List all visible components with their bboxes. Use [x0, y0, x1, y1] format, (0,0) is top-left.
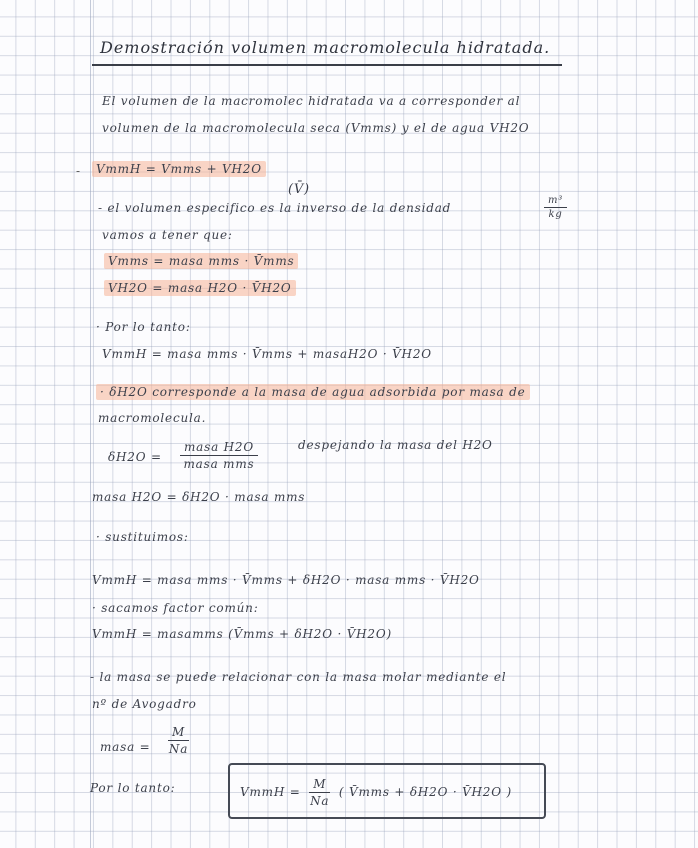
delta-fraction	[180, 440, 258, 471]
delta-lhs: δH2O =	[108, 450, 162, 464]
page-title: Demostración volumen macromolecula hidratada.	[100, 38, 551, 57]
text-line-9: · sacamos factor común:	[92, 601, 259, 615]
final-lhs: VmmH =	[240, 785, 301, 799]
text-line-11: nº de Avogadro	[92, 697, 197, 711]
fraction-denominator: Na	[310, 794, 330, 808]
mass-lhs: masa =	[100, 740, 151, 754]
equation-vmmh	[92, 162, 266, 176]
text-line-1: El volumen de la macromolec hidratada va a corresponder al	[102, 94, 521, 108]
text-line-5: · Por lo tanto:	[96, 320, 191, 334]
equation-vmms	[104, 254, 298, 268]
fraction-denominator: masa mms	[183, 457, 255, 471]
final-rhs: ( V̄mms + δH2O · V̄H2O )	[338, 785, 512, 799]
mass-fraction	[168, 725, 189, 756]
highlighted-equation: VmmH = Vmms + VH2O	[92, 161, 266, 177]
fraction-numerator: M	[309, 777, 330, 793]
fraction-numerator: masa H2O	[180, 440, 258, 456]
text-line-12: Por lo tanto:	[90, 781, 176, 795]
equation-mass-h2o: masa H2O = δH2O · masa mms	[92, 490, 306, 504]
highlighted-equation: Vmms = masa mms · V̄mms	[104, 253, 298, 269]
equation-factored: VmmH = masamms (V̄mms + δH2O · V̄H2O)	[92, 627, 392, 641]
unit-numerator: m³	[544, 195, 567, 208]
margin-line	[90, 0, 91, 848]
clearing-note: despejando la masa del H2O	[298, 438, 493, 452]
final-fraction	[309, 777, 330, 808]
equation-substituted: VmmH = masa mms · V̄mms + δH2O · masa mms · V̄H2O	[92, 573, 480, 587]
text-line-2: volumen de la macromolecula seca (Vmms) y el de agua VH2O	[102, 121, 530, 135]
text-line-10: - la masa se puede relacionar con la masa molar mediante el	[90, 670, 507, 684]
vbar-symbol: (V̄)	[288, 182, 310, 197]
final-equation	[240, 777, 512, 808]
text-line-7: macromolecula.	[98, 411, 207, 425]
equation-vh2o	[104, 281, 296, 295]
fraction-denominator: Na	[168, 742, 189, 756]
final-result-box	[228, 763, 546, 819]
highlighted-delta: · δH2O corresponde a la masa de agua adsorbida por masa de	[96, 384, 530, 400]
text-line-8: · sustituimos:	[96, 530, 189, 544]
bullet-dash: -	[76, 164, 81, 178]
text-line-4: vamos a tener que:	[102, 228, 233, 242]
text-line-6	[96, 385, 530, 399]
title-underline	[92, 64, 562, 66]
text-line-3: - el volumen especifico es la inverso de la densidad	[98, 201, 452, 215]
highlighted-equation: VH2O = masa H2O · V̄H2O	[104, 280, 296, 296]
unit-denominator: kg	[548, 209, 563, 220]
density-unit	[544, 195, 567, 220]
fraction-numerator: M	[168, 725, 189, 741]
equation-vmmh-expanded: VmmH = masa mms · V̄mms + masaH2O · V̄H2O	[102, 347, 432, 361]
